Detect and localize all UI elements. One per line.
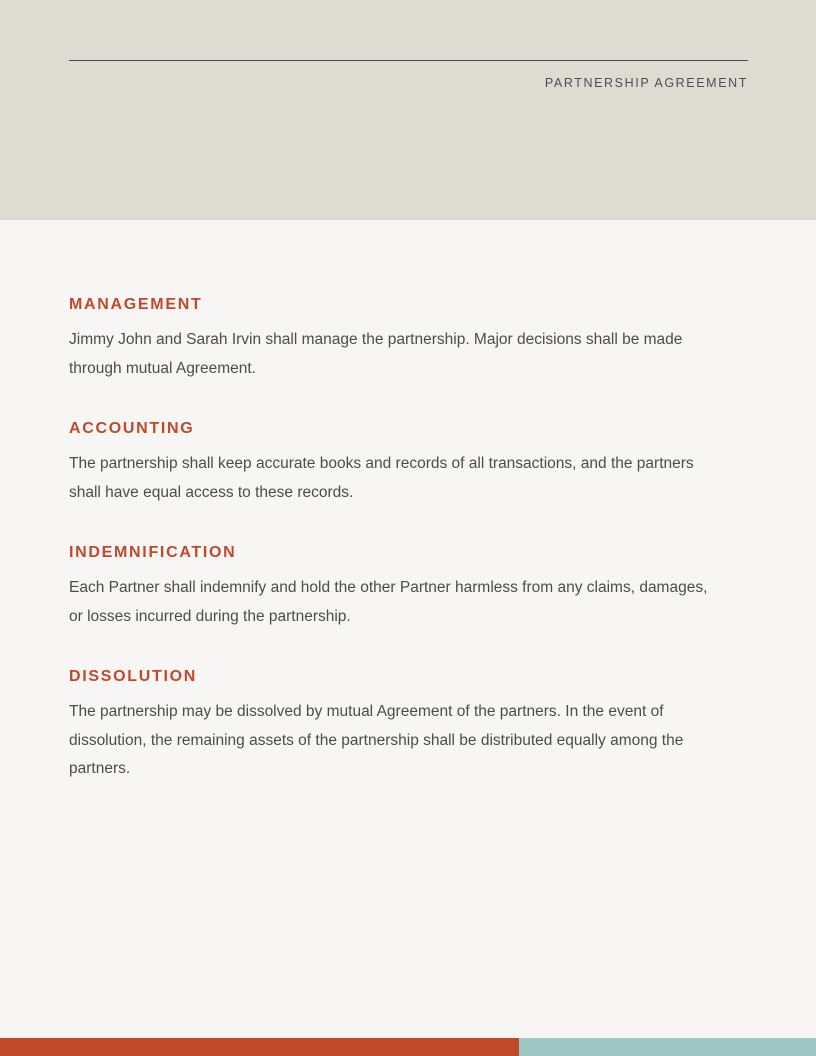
section-body: The partnership shall keep accurate books and records of all transactions, and the partners shall have equal access to these records. [69,455,694,501]
section-body: Each Partner shall indemnify and hold the other Partner harmless from any claims, damages, or losses incurred during the partnership. [69,579,708,625]
section-dissolution [69,668,729,784]
header-divider-rule [69,60,748,61]
section-body: Jimmy John and Sarah Irvin shall manage the partnership. Major decisions shall be made through mutual Agreement. [69,331,683,377]
document-body [69,296,729,784]
footer-bar-secondary [519,1038,816,1056]
section-title: DISSOLUTION [69,668,198,685]
section-management [69,296,729,383]
section-title: ACCOUNTING [69,420,195,437]
section-accounting [69,420,729,507]
section-body: The partnership may be dissolved by mutual Agreement of the partners. In the event of dissolution, the remaining assets of the partnership shall be distributed equally among the partners. [69,703,684,777]
header-band [0,0,816,220]
header-document-title: PARTNERSHIP AGREEMENT [544,76,748,90]
section-title: MANAGEMENT [69,296,203,313]
section-title: INDEMNIFICATION [69,544,237,561]
footer-color-bars [0,1038,816,1056]
section-indemnification [69,544,729,631]
footer-bar-accent [0,1038,519,1056]
